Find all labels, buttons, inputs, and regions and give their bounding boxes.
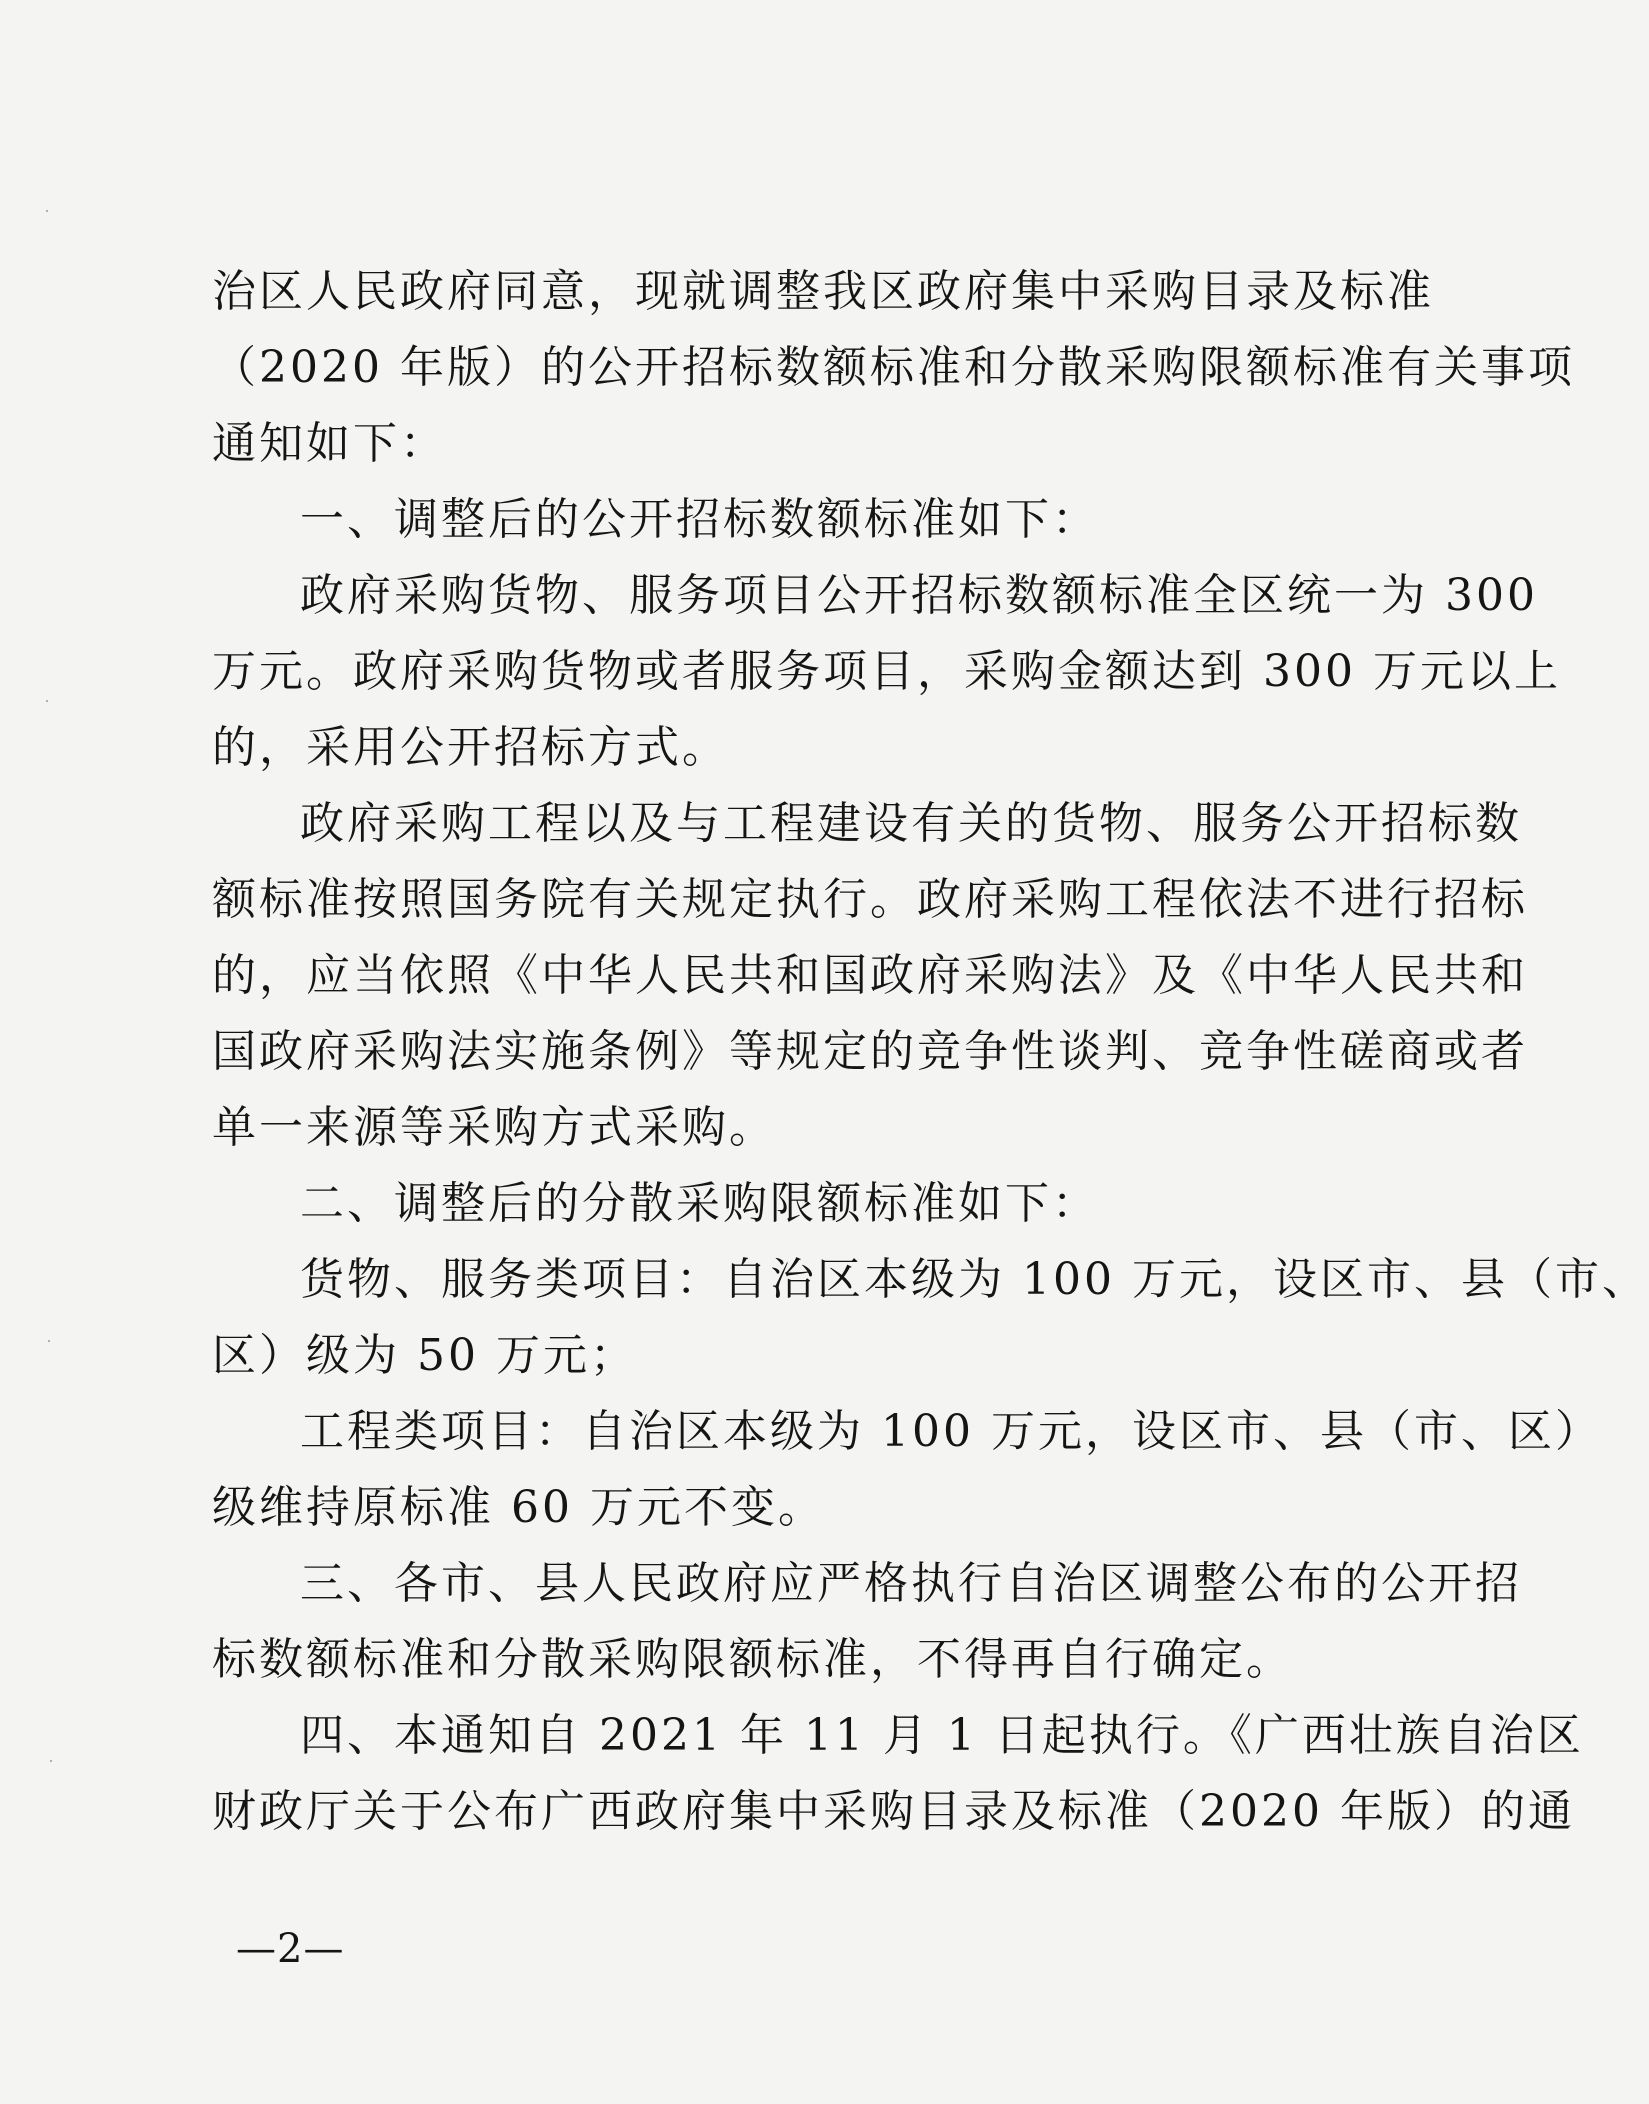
text-line-14: 货物、服务类项目：自治区本级为 100 万元，设区市、县（市、: [300, 1254, 1649, 1305]
text-line-6: 万元。政府采购货物或者服务项目，采购金额达到 300 万元以上: [212, 646, 1561, 697]
text-line-9: 额标准按照国务院有关规定执行。政府采购工程依法不进行招标: [212, 874, 1528, 925]
text-line-11: 国政府采购法实施条例》等规定的竞争性谈判、竞争性磋商或者: [212, 1026, 1528, 1077]
text-line-15: 区）级为 50 万元；: [212, 1330, 637, 1381]
scan-speck: [48, 1340, 50, 1342]
text-line-12: 单一来源等采购方式采购。: [212, 1102, 776, 1153]
text-line-10: 的，应当依照《中华人民共和国政府采购法》及《中华人民共和: [212, 950, 1528, 1001]
document-body: [212, 254, 1649, 1850]
text-line-17: 级维持原标准 60 万元不变。: [212, 1482, 825, 1533]
section-heading-2: 二、调整后的分散采购限额标准如下：: [300, 1178, 1099, 1229]
section-heading-3: 三、各市、县人民政府应严格执行自治区调整公布的公开招: [300, 1558, 1522, 1609]
section-heading-4: 四、本通知自 2021 年 11 月 1 日起执行。《广西壮族自治区: [300, 1710, 1584, 1761]
text-line-5: 政府采购货物、服务项目公开招标数额标准全区统一为 300: [300, 570, 1538, 621]
text-line-3: 通知如下：: [212, 418, 447, 469]
page-number: —2—: [236, 1926, 345, 1972]
scan-speck: [46, 210, 48, 212]
text-line-8: 政府采购工程以及与工程建设有关的货物、服务公开招标数: [300, 798, 1522, 849]
text-line-16: 工程类项目：自治区本级为 100 万元，设区市、县（市、区）: [300, 1406, 1602, 1457]
section-heading-1: 一、调整后的公开招标数额标准如下：: [300, 494, 1099, 545]
text-line-1: 治区人民政府同意，现就调整我区政府集中采购目录及标准: [212, 266, 1434, 317]
text-line-21: 财政厅关于公布广西政府集中采购目录及标准（2020 年版）的通: [212, 1786, 1575, 1837]
scan-speck: [50, 1760, 52, 1762]
scan-speck: [46, 700, 48, 702]
text-line-2: （2020 年版）的公开招标数额标准和分散采购限额标准有关事项: [212, 342, 1575, 393]
text-line-7: 的，采用公开招标方式。: [212, 722, 729, 773]
text-line-19: 标数额标准和分散采购限额标准，不得再自行确定。: [212, 1634, 1293, 1685]
